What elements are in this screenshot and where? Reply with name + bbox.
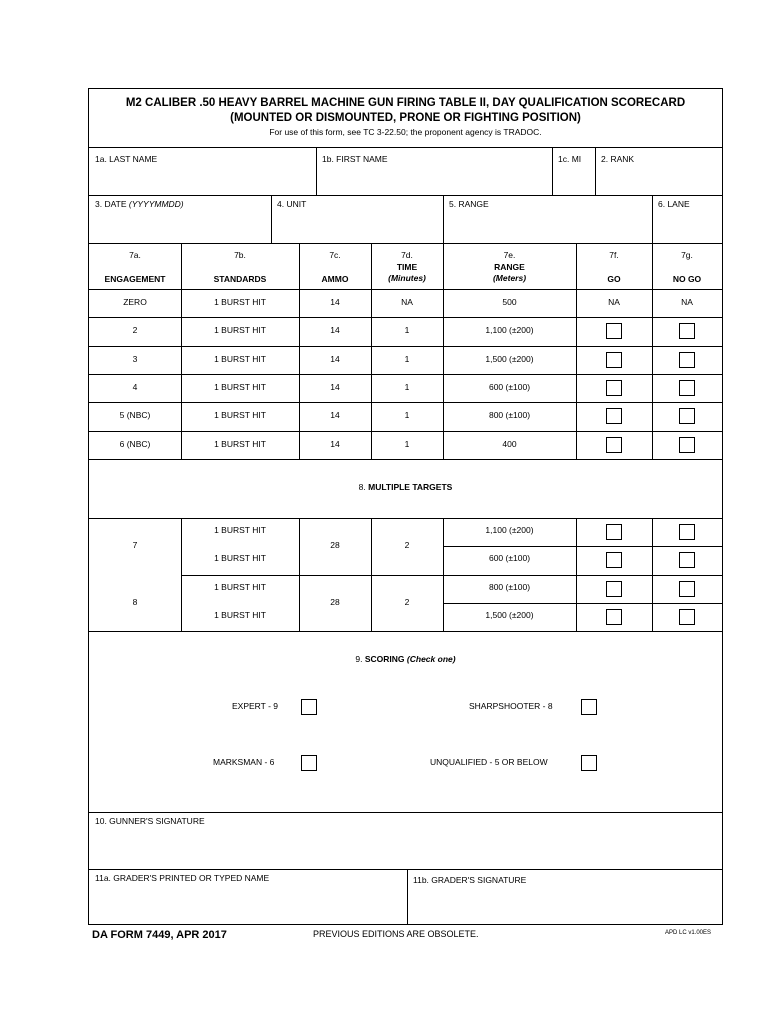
first-name-field[interactable] bbox=[317, 148, 552, 195]
header-a-name: ENGAGEMENT bbox=[104, 274, 166, 284]
row-ammo: 14 bbox=[330, 438, 340, 449]
row-time: 1 bbox=[404, 410, 410, 421]
row-ammo: 14 bbox=[330, 353, 340, 364]
header-d-name: TIME bbox=[396, 262, 418, 272]
row-standard: 1 BURST HIT bbox=[214, 325, 266, 336]
row-engagement: 2 bbox=[132, 325, 138, 336]
go-checkbox[interactable] bbox=[606, 323, 622, 339]
multi-time: 2 bbox=[404, 540, 410, 551]
row-range: 400 bbox=[502, 438, 517, 449]
unit-label: 4. UNIT bbox=[277, 199, 307, 209]
nogo-checkbox[interactable] bbox=[679, 380, 695, 396]
row-time: 1 bbox=[404, 381, 410, 392]
form-subtitle: (MOUNTED OR DISMOUNTED, PRONE OR FIGHTING POSITION) bbox=[230, 112, 581, 124]
grader-name-field[interactable] bbox=[89, 884, 407, 923]
row-time: 1 bbox=[404, 353, 410, 364]
go-checkbox[interactable] bbox=[606, 437, 622, 453]
multi-engagement: 7 bbox=[132, 540, 138, 551]
rank-label: 2. RANK bbox=[601, 154, 635, 164]
go-checkbox[interactable] bbox=[606, 581, 622, 597]
multi-standard: 1 BURST HIT bbox=[214, 609, 266, 620]
multi-standard: 1 BURST HIT bbox=[214, 581, 266, 592]
nogo-checkbox[interactable] bbox=[679, 352, 695, 368]
row-standard: 1 BURST HIT bbox=[214, 353, 266, 364]
multiple-targets-heading: 8. MULTIPLE TARGETS bbox=[358, 482, 453, 492]
range-label: 5. RANGE bbox=[449, 199, 489, 209]
gunner-signature-field[interactable] bbox=[89, 827, 722, 868]
row-standard: 1 BURST HIT bbox=[214, 410, 266, 421]
grader-signature-label: 11b. GRADER'S SIGNATURE bbox=[413, 875, 527, 885]
obsolete-note: PREVIOUS EDITIONS ARE OBSOLETE. bbox=[313, 929, 479, 939]
expert-label: EXPERT - 9 bbox=[232, 701, 278, 711]
row-engagement: ZERO bbox=[123, 297, 147, 307]
range-field[interactable] bbox=[444, 196, 652, 242]
row-standard: 1 BURST HIT bbox=[214, 297, 266, 307]
multi-range: 1,100 (±200) bbox=[485, 525, 534, 535]
sharpshooter-checkbox[interactable] bbox=[581, 699, 597, 715]
row-standard: 1 BURST HIT bbox=[214, 381, 266, 392]
lane-field[interactable] bbox=[653, 196, 722, 242]
row-engagement: 3 bbox=[132, 353, 138, 364]
go-checkbox[interactable] bbox=[606, 552, 622, 568]
row-nogo: NA bbox=[681, 297, 693, 307]
header-e-num: 7e. bbox=[503, 250, 516, 260]
go-checkbox[interactable] bbox=[606, 609, 622, 625]
row-ammo: 14 bbox=[330, 381, 340, 392]
form-instructions: For use of this form, see TC 3-22.50; the proponent agency is TRADOC. bbox=[269, 127, 542, 137]
go-checkbox[interactable] bbox=[606, 352, 622, 368]
row-range: 1,500 (±200) bbox=[485, 353, 534, 364]
multi-range: 1,500 (±200) bbox=[485, 609, 534, 620]
scoring-heading: 9. SCORING (Check one) bbox=[355, 654, 456, 664]
scorecard-form bbox=[88, 88, 723, 925]
multi-range: 600 (±100) bbox=[488, 553, 531, 564]
go-checkbox[interactable] bbox=[606, 408, 622, 424]
nogo-checkbox[interactable] bbox=[679, 581, 695, 597]
row-ammo: 14 bbox=[330, 325, 340, 336]
header-c-num: 7c. bbox=[329, 250, 341, 260]
row-time: 1 bbox=[404, 325, 410, 336]
row-engagement: 5 (NBC) bbox=[119, 410, 151, 421]
row-time: NA bbox=[401, 297, 413, 307]
go-checkbox[interactable] bbox=[606, 380, 622, 396]
unqualified-label: UNQUALIFIED - 5 OR BELOW bbox=[430, 757, 548, 767]
form-title: M2 CALIBER .50 HEAVY BARREL MACHINE GUN FIRING TABLE II, DAY QUALIFICATION SCORECARD bbox=[125, 97, 686, 109]
first-name-label: 1b. FIRST NAME bbox=[322, 154, 388, 164]
header-c-name: AMMO bbox=[321, 274, 349, 284]
multi-standard: 1 BURST HIT bbox=[214, 525, 266, 535]
header-e-sub: (Meters) bbox=[492, 273, 527, 283]
header-g-name: NO GO bbox=[672, 274, 702, 284]
date-field[interactable] bbox=[89, 196, 271, 242]
multi-standard: 1 BURST HIT bbox=[214, 553, 266, 564]
row-go: NA bbox=[608, 297, 620, 307]
row-engagement: 4 bbox=[132, 381, 138, 392]
nogo-checkbox[interactable] bbox=[679, 323, 695, 339]
go-checkbox[interactable] bbox=[606, 524, 622, 540]
row-range: 1,100 (±200) bbox=[485, 325, 534, 336]
unqualified-checkbox[interactable] bbox=[581, 755, 597, 771]
row-ammo: 14 bbox=[330, 410, 340, 421]
marksman-checkbox[interactable] bbox=[301, 755, 317, 771]
mi-label: 1c. MI bbox=[558, 154, 582, 164]
gunner-signature-label: 10. GUNNER'S SIGNATURE bbox=[95, 816, 205, 826]
multi-engagement: 8 bbox=[132, 596, 138, 607]
header-e-name: RANGE bbox=[494, 262, 525, 272]
multi-time: 2 bbox=[404, 596, 410, 607]
nogo-checkbox[interactable] bbox=[679, 552, 695, 568]
header-d-sub: (Minutes) bbox=[388, 273, 426, 283]
header-a-num: 7a. bbox=[129, 250, 141, 260]
header-f-name: GO bbox=[607, 274, 621, 284]
rank-field[interactable] bbox=[596, 148, 722, 195]
nogo-checkbox[interactable] bbox=[679, 609, 695, 625]
header-b-name: STANDARDS bbox=[213, 274, 267, 284]
unit-field[interactable] bbox=[272, 196, 443, 242]
row-engagement: 6 (NBC) bbox=[119, 438, 151, 449]
marksman-label: MARKSMAN - 6 bbox=[213, 757, 275, 767]
row-range: 500 bbox=[502, 297, 517, 307]
header-f-num: 7f. bbox=[609, 250, 619, 260]
lane-label: 6. LANE bbox=[658, 199, 690, 209]
nogo-checkbox[interactable] bbox=[679, 408, 695, 424]
date-label: 3. DATE (YYYYMMDD) bbox=[95, 199, 184, 209]
header-d-num: 7d. bbox=[401, 250, 413, 260]
multi-range: 800 (±100) bbox=[488, 581, 531, 592]
grader-signature-field[interactable] bbox=[408, 886, 722, 923]
mi-field[interactable] bbox=[553, 148, 595, 195]
version-label: APD LC v1.00ES bbox=[665, 930, 712, 936]
header-g-num: 7g. bbox=[681, 250, 693, 260]
row-time: 1 bbox=[404, 438, 410, 449]
form-id: DA FORM 7449, APR 2017 bbox=[92, 929, 227, 941]
grader-name-label: 11a. GRADER'S PRINTED OR TYPED NAME bbox=[95, 873, 270, 883]
sharpshooter-label: SHARPSHOOTER - 8 bbox=[469, 701, 553, 711]
multi-ammo: 28 bbox=[330, 540, 340, 551]
expert-checkbox[interactable] bbox=[301, 699, 317, 715]
row-range: 600 (±100) bbox=[488, 381, 531, 392]
row-standard: 1 BURST HIT bbox=[214, 438, 266, 449]
row-ammo: 14 bbox=[330, 297, 340, 307]
nogo-checkbox[interactable] bbox=[679, 437, 695, 453]
nogo-checkbox[interactable] bbox=[679, 524, 695, 540]
last-name-field[interactable] bbox=[89, 148, 316, 195]
multi-ammo: 28 bbox=[330, 596, 340, 607]
header-b-num: 7b. bbox=[234, 250, 246, 260]
last-name-label: 1a. LAST NAME bbox=[95, 154, 158, 164]
row-range: 800 (±100) bbox=[488, 410, 531, 421]
